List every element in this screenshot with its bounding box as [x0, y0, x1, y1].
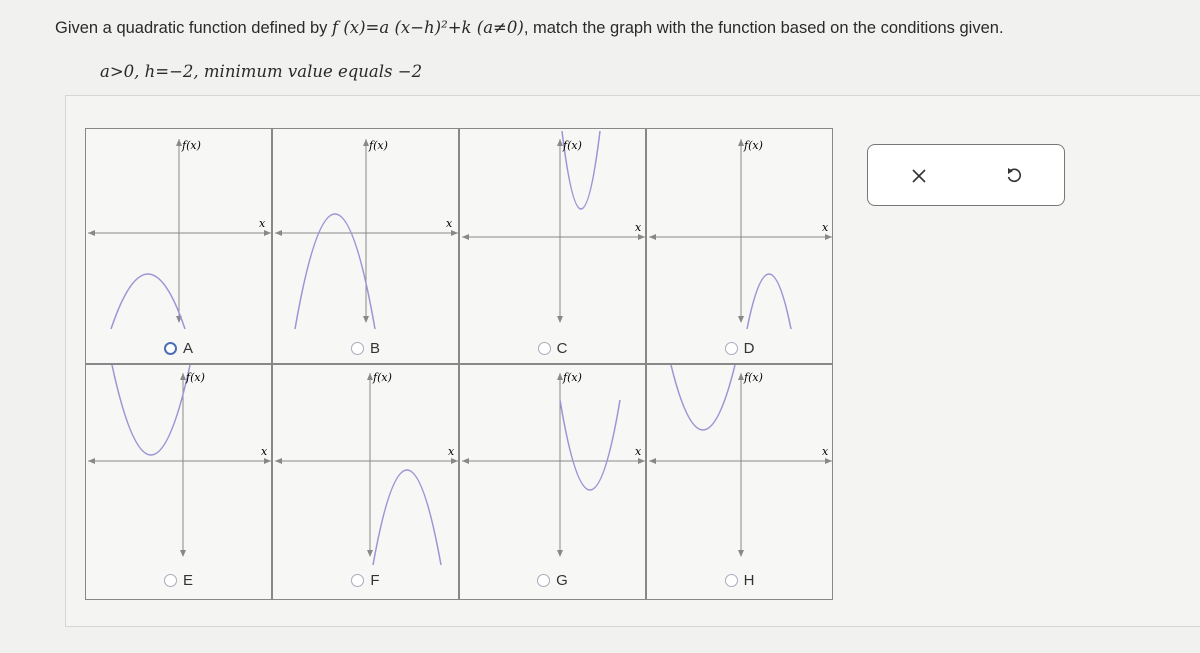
- graph-a: [86, 129, 273, 329]
- radio-f[interactable]: [351, 574, 364, 587]
- radio-a[interactable]: [164, 342, 177, 355]
- option-d-cell[interactable]: [646, 128, 833, 364]
- x-axis-arrow-right: [638, 458, 645, 464]
- option-h-choice[interactable]: [647, 563, 832, 597]
- x-axis-arrow-left: [462, 458, 469, 464]
- x-axis-arrow-right: [264, 458, 271, 464]
- x-axis-arrow-left: [88, 458, 95, 464]
- radio-g[interactable]: [537, 574, 550, 587]
- option-h-cell[interactable]: [646, 364, 833, 600]
- parabola-curve: [111, 274, 185, 329]
- x-axis-arrow-right: [825, 458, 832, 464]
- option-d-label: D: [743, 339, 755, 357]
- x-axis-arrow-right: [264, 230, 271, 236]
- y-axis-label: f(x): [563, 139, 582, 152]
- x-axis-arrow-right: [451, 458, 458, 464]
- option-c-label: C: [556, 339, 568, 357]
- graph-d: [647, 129, 834, 329]
- radio-c[interactable]: [538, 342, 551, 355]
- option-e-label: E: [182, 571, 193, 589]
- question-prefix: Given a quadratic function defined by: [55, 19, 333, 37]
- y-axis-arrow-down: [738, 316, 744, 323]
- x-axis-label: x: [448, 445, 455, 458]
- x-axis-label: x: [822, 445, 829, 458]
- parabola-curve: [747, 274, 791, 329]
- option-c-cell[interactable]: [459, 128, 646, 364]
- y-axis-arrow-down: [367, 550, 373, 557]
- parabola-curve: [295, 214, 375, 329]
- radio-d[interactable]: [725, 342, 738, 355]
- option-e-cell[interactable]: [85, 364, 272, 600]
- graph-b: [273, 129, 460, 329]
- undo-icon: [1005, 167, 1023, 185]
- x-axis-arrow-right: [825, 234, 832, 240]
- option-a-choice[interactable]: [86, 331, 271, 365]
- graph-c: [460, 129, 647, 329]
- x-axis-label: x: [635, 445, 642, 458]
- question-suffix: , match the graph with the function based on the conditions given.: [523, 19, 1004, 37]
- x-axis-label: x: [822, 221, 829, 234]
- parabola-curve: [112, 365, 190, 455]
- x-axis-label: x: [635, 221, 642, 234]
- x-axis-arrow-left: [275, 230, 282, 236]
- radio-e[interactable]: [164, 574, 177, 587]
- option-d-choice[interactable]: [647, 331, 832, 365]
- clear-button[interactable]: [906, 163, 932, 189]
- y-axis-arrow-down: [363, 316, 369, 323]
- radio-h[interactable]: [725, 574, 738, 587]
- y-axis-arrow-down: [557, 316, 563, 323]
- x-axis-arrow-left: [275, 458, 282, 464]
- y-axis-label: f(x): [744, 371, 763, 384]
- y-axis-arrow-down: [738, 550, 744, 557]
- x-axis-label: x: [446, 217, 453, 230]
- option-c-choice[interactable]: [460, 331, 645, 365]
- question-text: [55, 18, 1175, 38]
- option-e-choice[interactable]: [86, 563, 271, 597]
- parabola-curve: [671, 365, 735, 430]
- function-formula: f (x)=a (x−h)²+k (a≠0): [332, 18, 524, 37]
- option-a-label: A: [182, 339, 193, 357]
- option-b-cell[interactable]: [272, 128, 459, 364]
- y-axis-arrow-down: [557, 550, 563, 557]
- y-axis-label: f(x): [369, 139, 388, 152]
- option-a-cell[interactable]: [85, 128, 272, 364]
- graph-options-grid: [85, 128, 835, 600]
- option-g-label: G: [556, 571, 568, 589]
- y-axis-label: f(x): [182, 139, 201, 152]
- parabola-curve: [560, 400, 620, 490]
- conditions: a>0, h=−2, minimum value equals −2: [100, 62, 423, 81]
- y-axis-label: f(x): [373, 371, 392, 384]
- y-axis-arrow-down: [180, 550, 186, 557]
- y-axis-label: f(x): [744, 139, 763, 152]
- answer-tools: [867, 144, 1065, 206]
- graph-h: [647, 365, 834, 565]
- reset-button[interactable]: [1001, 163, 1027, 189]
- x-axis-arrow-left: [649, 458, 656, 464]
- option-g-choice[interactable]: [460, 563, 645, 597]
- option-b-choice[interactable]: [273, 331, 458, 365]
- option-f-label: F: [370, 571, 380, 589]
- x-axis-arrow-right: [451, 230, 458, 236]
- option-h-label: H: [743, 571, 755, 589]
- option-g-cell[interactable]: [459, 364, 646, 600]
- x-axis-arrow-right: [638, 234, 645, 240]
- option-f-cell[interactable]: [272, 364, 459, 600]
- x-axis-arrow-left: [649, 234, 656, 240]
- y-axis-label: f(x): [563, 371, 582, 384]
- graph-f: [273, 365, 460, 565]
- x-axis-arrow-left: [462, 234, 469, 240]
- graph-g: [460, 365, 647, 565]
- option-b-label: B: [369, 339, 380, 357]
- option-f-choice[interactable]: [273, 563, 458, 597]
- y-axis-label: f(x): [186, 371, 205, 384]
- radio-b[interactable]: [351, 342, 364, 355]
- parabola-curve: [373, 470, 441, 565]
- x-axis-label: x: [259, 217, 266, 230]
- x-axis-label: x: [261, 445, 268, 458]
- close-icon: [911, 168, 927, 184]
- graph-e: [86, 365, 273, 565]
- x-axis-arrow-left: [88, 230, 95, 236]
